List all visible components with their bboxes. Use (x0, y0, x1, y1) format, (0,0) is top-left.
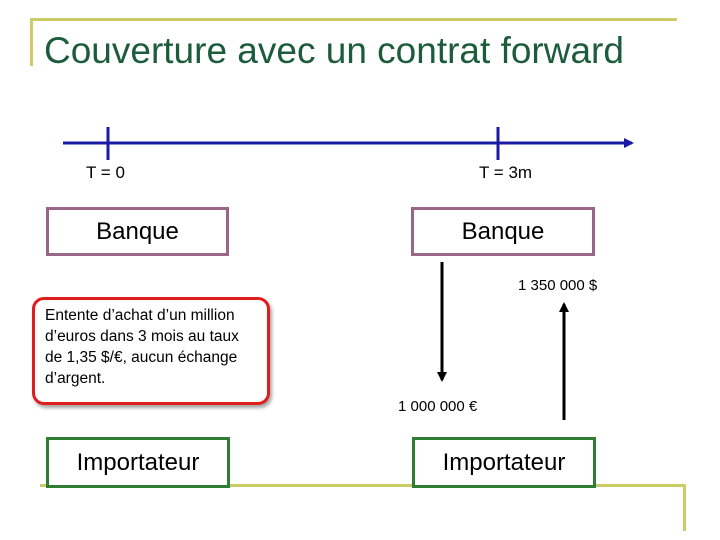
slide-title: Couverture avec un contrat forward (44, 30, 624, 71)
bank-box-t3m (411, 207, 595, 256)
bank-box-t0-label: Banque (96, 217, 179, 245)
importer-box-t3m (412, 437, 596, 488)
euro-amount-label: 1 000 000 € (398, 398, 478, 415)
bank-box-t0 (46, 207, 229, 256)
forward-agreement-note: Entente d’achat d’un million d’euros dans 3 mois au taux de 1,35 $/€, aucun échange d’argent. (32, 297, 270, 405)
bank-box-t3m-label: Banque (461, 217, 545, 245)
dollar-amount-label: 1 350 000 $ (518, 277, 598, 294)
importer-box-t0 (46, 437, 230, 488)
importer-box-t3m-label: Importateur (442, 448, 566, 476)
importer-box-t0-label: Importateur (76, 448, 200, 476)
time-label-t0: T = 0 (86, 163, 125, 182)
time-label-t3m: T = 3m (479, 163, 533, 182)
